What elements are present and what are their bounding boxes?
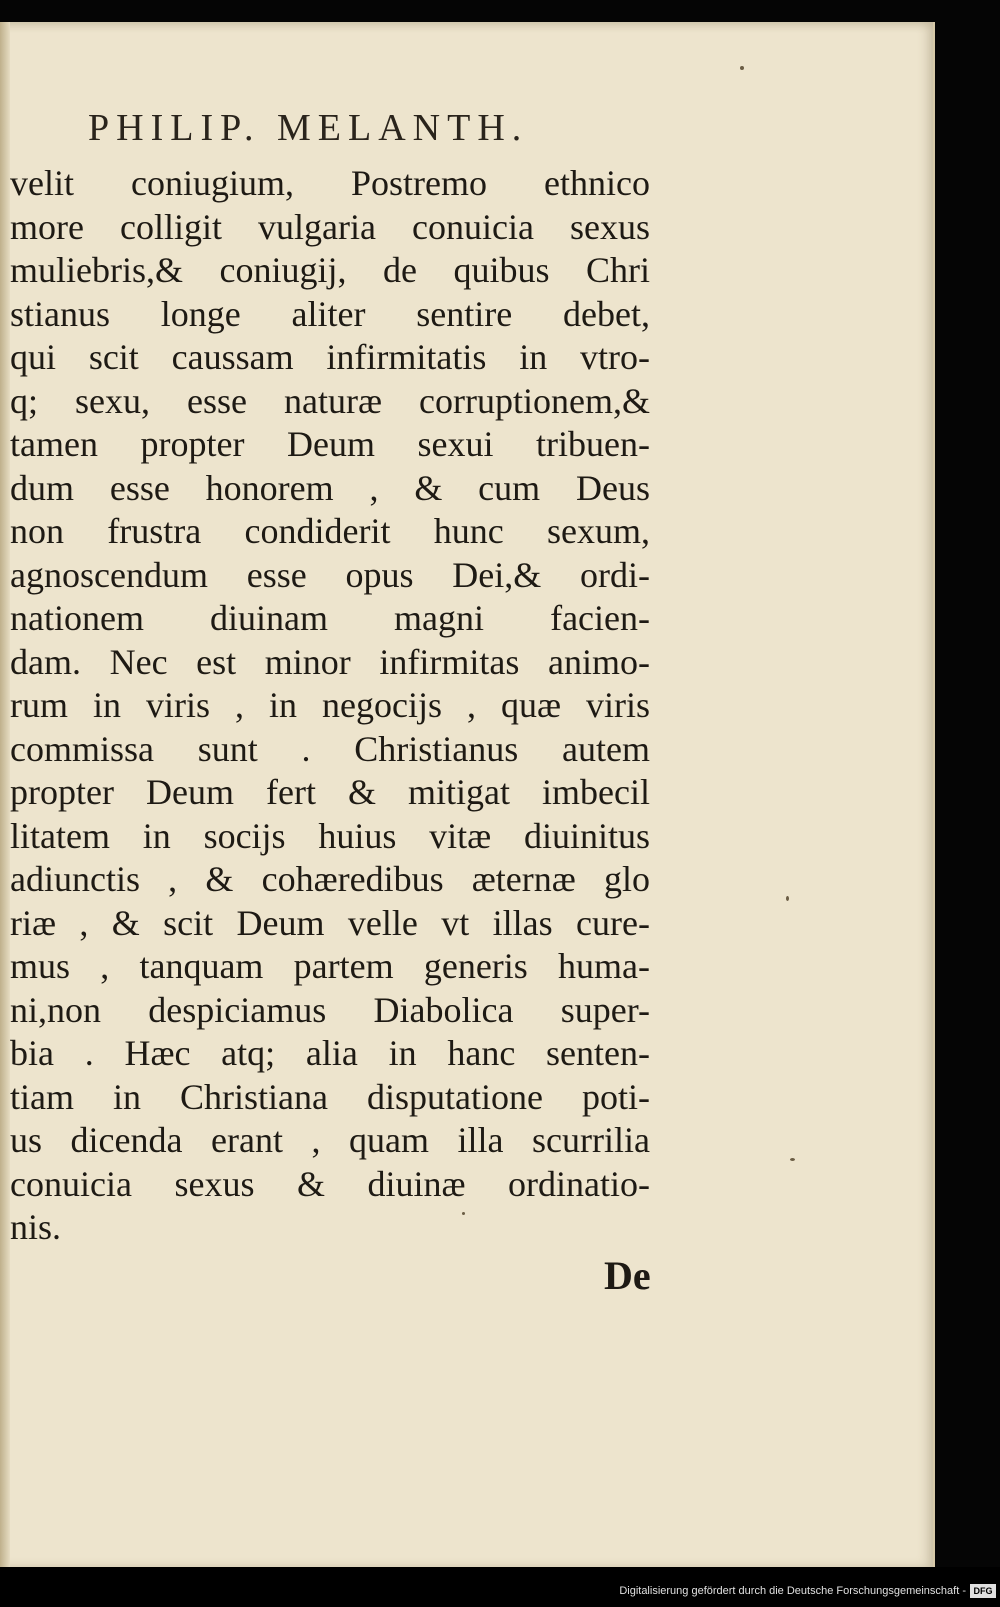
text-line: velit coniugium, Postremo ethnico: [10, 163, 650, 203]
text-line: q; sexu, esse naturæ corruptionem,&: [10, 380, 650, 421]
digitization-credit: Digitalisierung gefördert durch die Deutsche Forschungsgemeinschaft -: [619, 1585, 966, 1597]
text-line: nationem diuinam magni facien-: [10, 598, 650, 638]
text-line: riæ , & scit Deum velle vt illas cure-: [10, 902, 650, 943]
paper-speck: [740, 66, 744, 70]
text-line: commissa sunt . Christianus autem: [10, 728, 650, 769]
text-line: dam. Nec est minor infirmitas animo-: [10, 641, 650, 682]
paper-speck: [790, 1158, 795, 1161]
text-line: dum esse honorem , & cum Deus: [10, 467, 650, 508]
paper-speck: [462, 1212, 465, 1215]
text-line: stianus longe aliter sentire debet,: [10, 293, 650, 334]
text-line: conuicia sexus & diuinæ ordinatio-: [10, 1163, 650, 1204]
text-line: ni,non despiciamus Diabolica super-: [10, 989, 650, 1030]
text-line: litatem in socijs huius vitæ diuinitus: [10, 815, 650, 856]
text-line: nis.: [10, 1207, 62, 1247]
text-line: muliebris,& coniugij, de quibus Chri: [10, 250, 650, 290]
text-line: tiam in Christiana disputatione poti-: [10, 1076, 650, 1117]
paper-speck: [786, 896, 789, 901]
text-line: propter Deum fert & mitigat imbecil: [10, 772, 650, 812]
text-line: non frustra condiderit hunc sexum,: [10, 511, 650, 551]
body-text: [10, 162, 650, 1250]
text-line: qui scit caussam infirmitatis in vtro-: [10, 337, 650, 377]
dfg-logo: DFG: [970, 1584, 996, 1598]
text-line: more colligit vulgaria conuicia sexus: [10, 206, 650, 247]
text-line: rum in viris , in negocijs , quæ viris: [10, 685, 650, 725]
text-line: mus , tanquam partem generis huma-: [10, 946, 650, 986]
catchword: De: [604, 1253, 651, 1298]
text-line: bia . Hæc atq; alia in hanc senten-: [10, 1033, 650, 1073]
text-line: us dicenda erant , quam illa scurrilia: [10, 1120, 650, 1160]
page-gutter: [0, 22, 10, 1567]
running-head: PHILIP. MELANTH.: [88, 107, 529, 149]
text-line: agnoscendum esse opus Dei,& ordi-: [10, 554, 650, 595]
text-line: tamen propter Deum sexui tribuen-: [10, 424, 650, 464]
text-line: adiunctis , & cohæredibus æternæ glo: [10, 859, 650, 899]
